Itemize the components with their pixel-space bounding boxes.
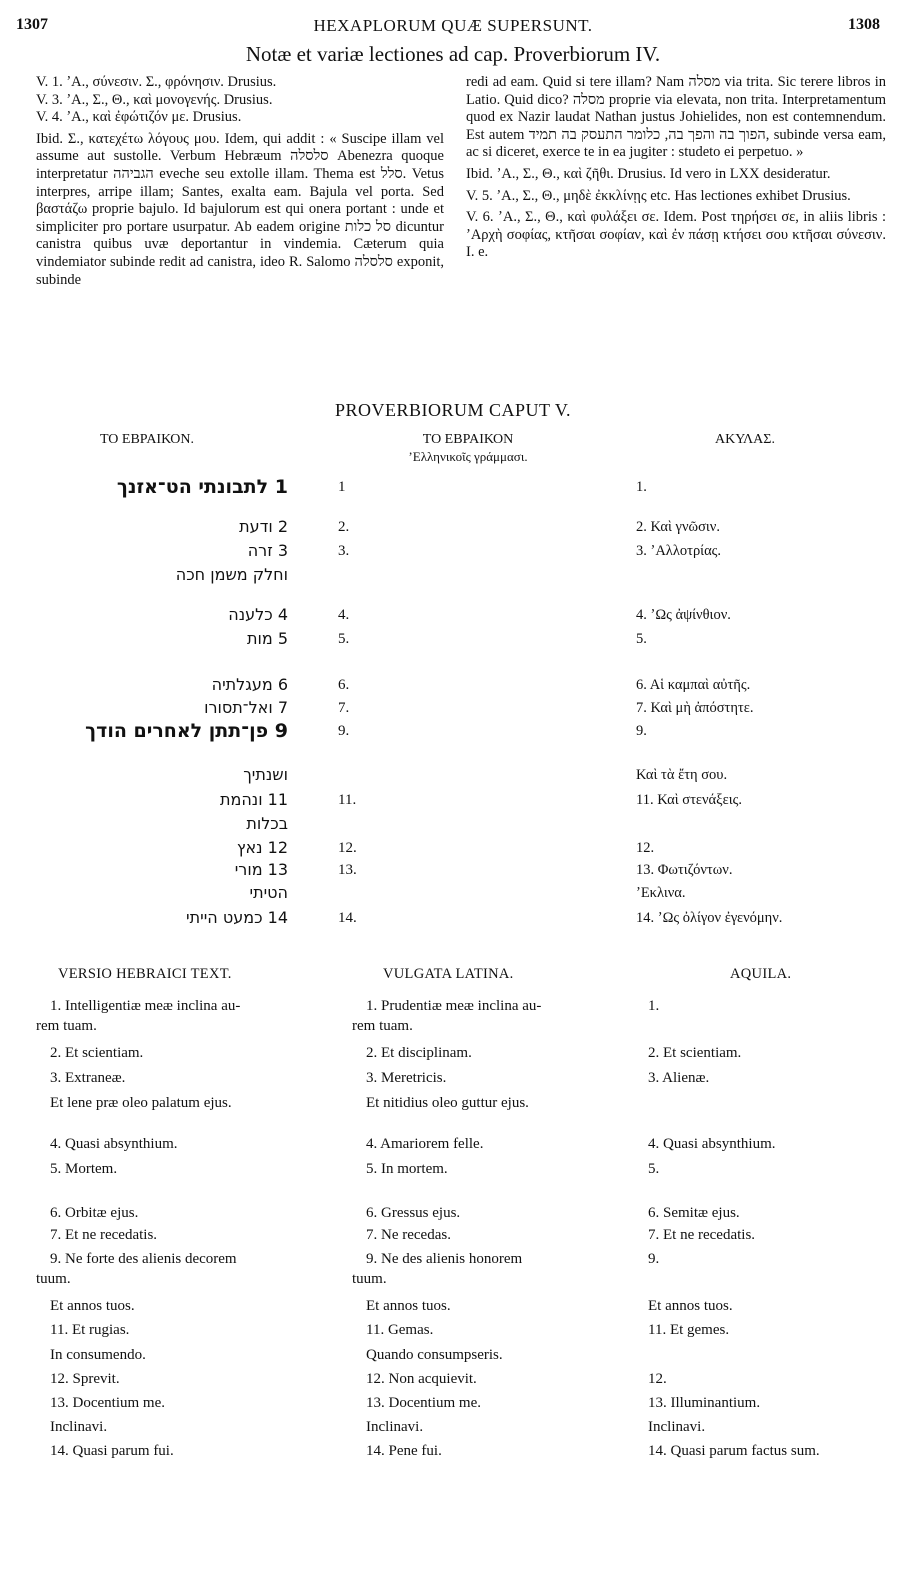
versio-cell: 6. Orbitæ ejus. xyxy=(50,1205,139,1221)
aquila-latin-cell: 13. Illuminantium. xyxy=(648,1395,761,1411)
greek-letters-column-head: ΤΟ ΕΒΡΑΙΚΟΝ xyxy=(422,432,514,447)
hebrew-column-head: ΤΟ ΕΒΡΑΙΚΟΝ. xyxy=(100,432,194,447)
running-title: HEXAPLORUM QUÆ SUPERSUNT. xyxy=(313,16,593,35)
aquila-latin-cell: Inclinavi. xyxy=(648,1419,706,1435)
vulgata-cell: 5. In mortem. xyxy=(366,1161,448,1177)
versio-column-head: VERSIO HEBRAICI TEXT. xyxy=(58,966,232,982)
aquila-greek-cell: Καὶ τὰ ἔτη σου. xyxy=(636,767,728,783)
versio-cell: 1. Intelligentiæ meæ inclina au- xyxy=(50,998,241,1014)
versio-cell: 9. Ne forte des alienis decorem xyxy=(50,1251,237,1267)
aquila-greek-cell: 6. Αἱ καμπαὶ αὐτῆς. xyxy=(636,677,751,693)
vulgata-cell: Et annos tuos. xyxy=(366,1298,451,1314)
aquila-greek-cell: 9. xyxy=(636,723,647,739)
aquila-latin-column-head: AQUILA. xyxy=(730,966,792,982)
greek-letters-number-cell: 11. xyxy=(338,792,357,808)
aquila-latin-cell: 11. Et gemes. xyxy=(648,1322,730,1338)
greek-letters-number-cell: 6. xyxy=(338,677,350,693)
greek-letters-number-cell: 2. xyxy=(338,519,350,535)
vulgata-cell: 3. Meretricis. xyxy=(366,1070,447,1086)
versio-cell: Et lene præ oleo palatum ejus. xyxy=(50,1095,232,1111)
note-paragraph: V. 4. ʼΑ., καὶ ἐφώτιζόν με. Drusius. xyxy=(36,109,242,126)
vulgata-column-head: VULGATA LATINA. xyxy=(383,966,514,982)
vulgata-cell: tuum. xyxy=(352,1271,387,1287)
versio-cell: Et annos tuos. xyxy=(50,1298,135,1314)
hebrew-text-cell: ושנתיך xyxy=(243,765,288,784)
versio-cell: 11. Et rugias. xyxy=(50,1322,130,1338)
vulgata-cell: 2. Et disciplinam. xyxy=(366,1045,472,1061)
aquila-latin-cell: 4. Quasi absynthium. xyxy=(648,1136,776,1152)
page-number-right: 1308 xyxy=(848,16,880,33)
hebrew-text-cell: 9 פן־תתן לאחרים הודך xyxy=(85,720,288,742)
versio-cell: 14. Quasi parum fui. xyxy=(50,1443,174,1459)
versio-cell: 4. Quasi absynthium. xyxy=(50,1136,178,1152)
versio-cell: 12. Sprevit. xyxy=(50,1371,120,1387)
aquila-latin-cell: 2. Et scientiam. xyxy=(648,1045,742,1061)
note-paragraph: V. 1. ʼΑ., σύνεσιν. Σ., φρόνησιν. Drusius. xyxy=(36,74,277,90)
versio-cell: 2. Et scientiam. xyxy=(50,1045,144,1061)
aquila-greek-cell: 5. xyxy=(636,631,647,647)
vulgata-cell: rem tuam. xyxy=(352,1018,413,1034)
aquila-latin-cell: 5. xyxy=(648,1161,660,1177)
hebrew-text-cell: 2 ודעת xyxy=(239,517,288,536)
aquila-greek-cell: 14. ʼΩς ὀλίγον ἐγενόμην. xyxy=(636,910,783,926)
vulgata-cell: 13. Docentium me. xyxy=(366,1395,481,1411)
aquila-latin-cell: Et annos tuos. xyxy=(648,1298,733,1314)
aquila-latin-cell: 7. Et ne recedatis. xyxy=(648,1227,756,1243)
note-paragraph: Ibid. ʼΑ., Σ., Θ., καὶ ζῆθι. Drusius. Id vero in LXX desideratur. xyxy=(466,165,831,182)
versio-cell: 3. Extraneæ. xyxy=(50,1070,126,1086)
vulgata-cell: Quando consumpseris. xyxy=(366,1347,503,1363)
hebrew-text-cell: 5 מות xyxy=(246,629,288,648)
hebrew-text-cell: 11 ונהמת xyxy=(219,790,288,809)
versio-cell: 5. Mortem. xyxy=(50,1161,118,1177)
aquila-greek-cell: 12. xyxy=(636,840,655,856)
greek-letters-column-subhead: ʼΕλληνικοῖς γράμμασι. xyxy=(408,449,528,464)
aquila-greek-column-head: ΑΚΥΛΑΣ. xyxy=(715,432,775,447)
greek-letters-number-cell: 12. xyxy=(338,840,357,856)
versio-cell: In consumendo. xyxy=(50,1347,146,1363)
hebrew-text-cell: 7 ואל־תסורו xyxy=(204,698,288,717)
notes-left-column xyxy=(36,74,444,289)
vulgata-cell: 9. Ne des alienis honorem xyxy=(366,1251,523,1267)
note-paragraph: V. 6. ʼΑ., Σ., Θ., καὶ φυλάξει σε. Idem. Post τηρήσει σε, in aliis libris : ʼΑρχὴ σοφίας, κτῆσαι σοφίαν, καὶ ἐν πάσῃ κτήσει σου κτῆσαι σύνεσιν. I. e. xyxy=(466,209,886,261)
hebrew-text-cell: 14 כמעט הייתי xyxy=(186,908,288,927)
versio-cell: tuum. xyxy=(36,1271,71,1287)
aquila-greek-cell: 11. Καὶ στενάξεις. xyxy=(636,792,742,808)
aquila-latin-cell: 12. xyxy=(648,1371,667,1387)
greek-letters-number-cell: 1 xyxy=(338,479,346,495)
note-paragraph: Ibid. Σ., κατεχέτω λόγους μου. Idem, qui addit : « Suscipe illam vel assume aut sustolle. Verbum Hebræum סלסלה Abenezra quoque interpretatur הגביהה eveche seu extolle illam. Thema est סלל. Vetus interpres, arripe illam; Santes, exalta eam. Bajula vel porta. Sed βαστάζω proprie bajulo. Id bajulorum est qui onera portant : unde et simpliciter pro portare usurpatur. Ab eadem origine סל כלות dicuntur canistra quibus uvæ deportantur in vindemia. Cæterum quia vindemiator subinde redit ad canistra, ideo R. Salomo סלסלה exponit, subinde xyxy=(36,130,444,288)
aquila-greek-cell: 7. Καὶ μὴ ἀπόστητε. xyxy=(636,700,754,716)
aquila-greek-cell: 3. ʼΑλλοτρίας. xyxy=(636,543,722,559)
versio-cell: Inclinavi. xyxy=(50,1419,108,1435)
vulgata-cell: Inclinavi. xyxy=(366,1419,424,1435)
aquila-greek-cell: 2. Καὶ γνῶσιν. xyxy=(636,519,720,535)
vulgata-cell: 1. Prudentiæ meæ inclina au- xyxy=(366,998,542,1014)
aquila-greek-cell: 1. xyxy=(636,479,647,495)
hebrew-text-cell: בכלות xyxy=(246,814,288,833)
hebrew-text-cell: וחלק משמן חכה xyxy=(175,565,288,584)
aquila-greek-cell: 13. Φωτιζόντων. xyxy=(636,862,733,878)
aquila-latin-cell: 1. xyxy=(648,998,660,1014)
notes-title: Notæ et variæ lectiones ad cap. Proverbiorum IV. xyxy=(245,42,661,66)
aquila-greek-cell: ʼΕκλινα. xyxy=(636,885,686,901)
versio-cell: 13. Docentium me. xyxy=(50,1395,165,1411)
vulgata-cell: 4. Amariorem felle. xyxy=(366,1136,484,1152)
hebrew-text-cell: 1 לתבונתי הט־אזנך xyxy=(116,476,288,498)
hebrew-text-cell: 3 זרה xyxy=(247,541,288,560)
hebrew-text-cell: 6 מעגלתיה xyxy=(211,675,288,694)
page-number-left: 1307 xyxy=(16,16,48,33)
greek-letters-number-cell: 3. xyxy=(338,543,350,559)
versio-cell: 7. Et ne recedatis. xyxy=(50,1227,158,1243)
vulgata-cell: 11. Gemas. xyxy=(366,1322,434,1338)
vulgata-cell: 7. Ne recedas. xyxy=(366,1227,451,1243)
aquila-greek-cell: 4. ʼΩς ἀψίνθιον. xyxy=(636,607,731,623)
greek-letters-number-cell: 5. xyxy=(338,631,350,647)
note-paragraph: redi ad eam. Quid si tere illam? Nam מסלה via trita. Sic terere libros in Latio. Quid dico? מסלה proprie via elevata, non trita. Interpretamentum quod ex Nazir laudat Nathan justus Johielides, non est contemnendum. Est autem הפוך בה והפך בה, כלומר התעסק בה תמיד, subinde versa eam, ac si diceret, exerce te in ea jugiter : studeto ei perpetuo. » xyxy=(466,74,887,161)
notes-right-column xyxy=(466,74,886,262)
hebrew-text-cell: 4 כלענה xyxy=(228,605,288,624)
aquila-latin-cell: 14. Quasi parum factus sum. xyxy=(648,1443,820,1459)
vulgata-cell: 14. Pene fui. xyxy=(366,1443,442,1459)
hebrew-text-cell: 13 מורי xyxy=(234,860,288,879)
greek-letters-number-cell: 7. xyxy=(338,700,350,716)
caput-title: PROVERBIORUM CAPUT V. xyxy=(334,400,572,420)
hebrew-text-cell: הטיתי xyxy=(249,883,288,902)
greek-letters-number-cell: 14. xyxy=(338,910,357,926)
note-paragraph: V. 3. ʼΑ., Σ., Θ., καὶ μονογενής. Drusius. xyxy=(36,91,273,108)
hebrew-text-cell: 12 נאץ xyxy=(236,838,288,857)
note-paragraph: V. 5. ʼΑ., Σ., Θ., μηδὲ ἐκκλίνῃς etc. Has lectiones exhibet Drusius. xyxy=(466,187,851,204)
greek-letters-number-cell: 9. xyxy=(338,723,350,739)
aquila-latin-cell: 9. xyxy=(648,1251,660,1267)
vulgata-cell: 6. Gressus ejus. xyxy=(366,1205,461,1221)
greek-letters-number-cell: 4. xyxy=(338,607,350,623)
aquila-latin-cell: 6. Semitæ ejus. xyxy=(648,1205,740,1221)
vulgata-cell: 12. Non acquievit. xyxy=(366,1371,477,1387)
vulgata-cell: Et nitidius oleo guttur ejus. xyxy=(366,1095,529,1111)
versio-cell: rem tuam. xyxy=(36,1018,97,1034)
aquila-latin-cell: 3. Alienæ. xyxy=(648,1070,710,1086)
greek-letters-number-cell: 13. xyxy=(338,862,357,878)
